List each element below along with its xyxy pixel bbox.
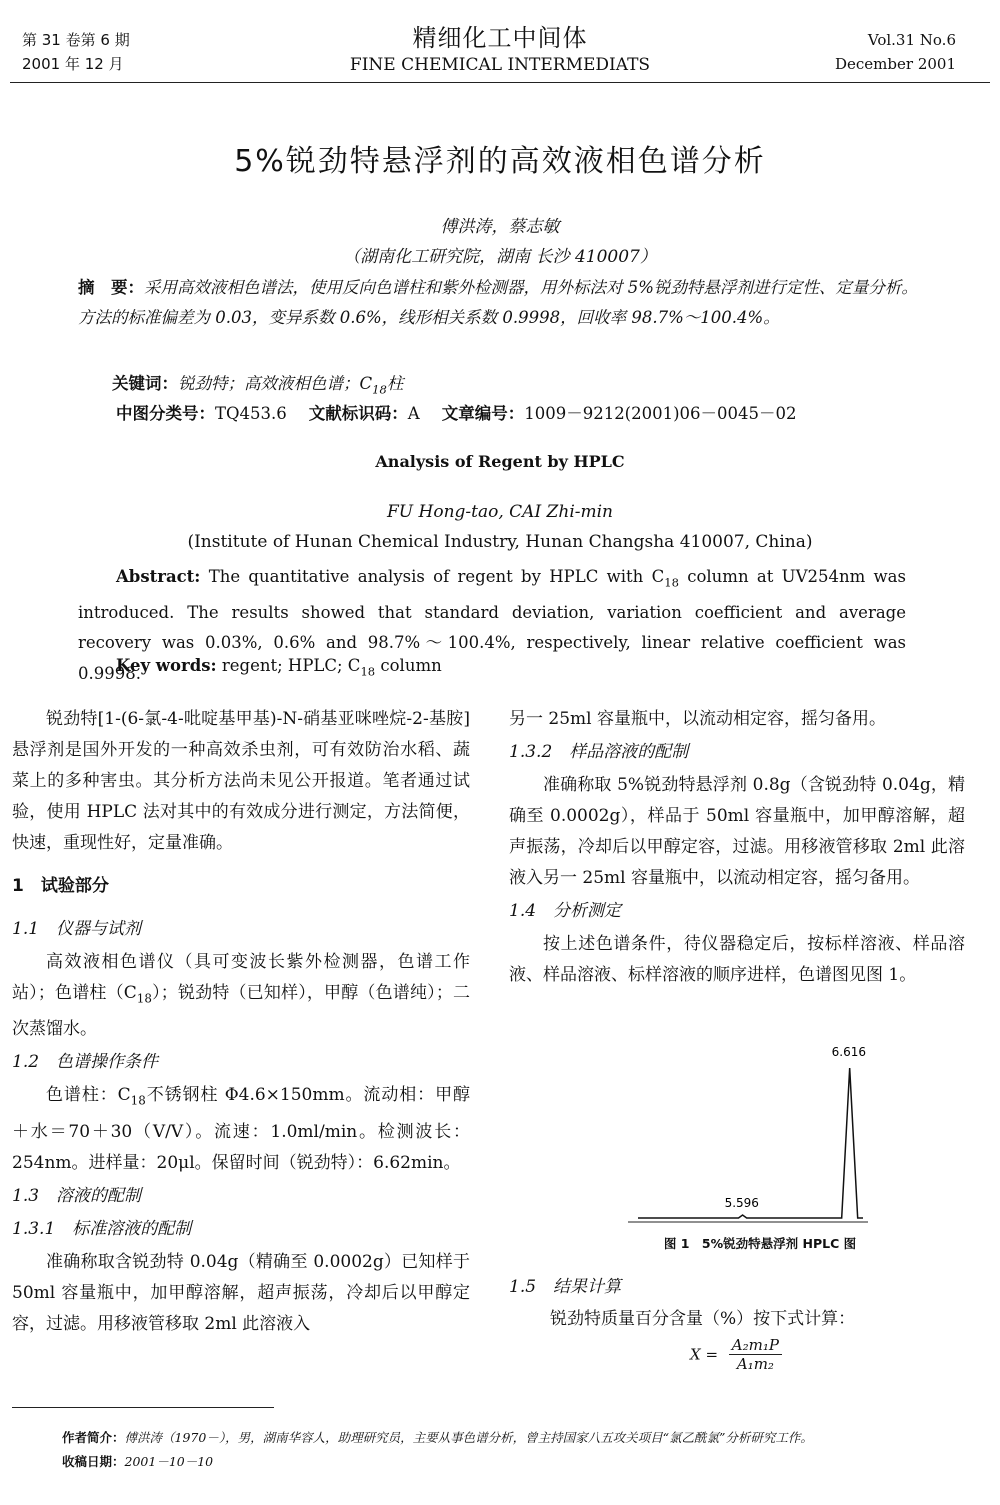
formula-numerator: A₂m₁P [729, 1336, 782, 1355]
paragraph-text-end: ）；锐劲特（已知样），甲醇（色谱纯）；二次蒸馏水。 [12, 983, 470, 1040]
left-column [12, 704, 470, 1340]
authors-cn: 傅洪涛，蔡志敏 [440, 217, 560, 237]
author-bio-label: 作者简介： [62, 1430, 125, 1445]
doc-code-label: 文献标识码： [308, 404, 408, 423]
paragraph: 锐劲特质量百分含量（%）按下式计算： [550, 1309, 856, 1329]
peak-label: 6.616 [831, 1045, 867, 1059]
received-date [62, 1450, 962, 1474]
formula-lhs: X = [690, 1345, 719, 1364]
article-no-value: 1009－9212(2001)06－0045－02 [524, 404, 797, 423]
intro-paragraph: 锐劲特[1-(6-氯-4-吡啶基甲基)-N-硝基亚咪唑烷-2-基胺]悬浮剂是国外开发的一种高效杀虫剂，可有效防治水稻、蔬菜上的多种害虫。其分析方法尚未见公开报道。笔者通过试验，使用 HPLC 法对其中的有效成分进行测定，方法简便，快速，重现性好，定量准确。 [12, 709, 470, 853]
issue-volume: 第 31 卷第 6 期 [22, 31, 130, 49]
subscript: 18 [360, 664, 376, 679]
journal-title-en: FINE CHEMICAL INTERMEDIATS [349, 55, 651, 75]
paragraph-text-end: 不锈钢柱 Φ4.6×150mm。流动相：甲醇＋水＝70＋30（V/V）。流速：1.0ml/min。检测波长：254nm。进样量：20μl。保留时间（锐劲特）：6.62min。 [12, 1085, 470, 1173]
paragraph: 准确称取 5%锐劲特悬浮剂 0.8g（含锐劲特 0.04g，精确至 0.0002g），样品于 50ml 容量瓶中，加甲醇溶解，超声振荡，冷却后以甲醇定容，过滤。用移液管移取 2ml 此溶液入另一 25ml 容量瓶中，以流动相定容，摇匀备用。 [509, 775, 965, 888]
classification-line [116, 400, 797, 424]
abstract-cn-label: 摘 要： [78, 278, 144, 297]
subsection-heading: 1.1 仪器与试剂 [12, 919, 142, 939]
footnote [62, 1426, 962, 1474]
paragraph-text: 色谱柱：C [46, 1085, 131, 1106]
keywords-cn-text-end: 柱 [386, 374, 404, 393]
journal-title-cn: 精细化工中间体 [412, 24, 588, 52]
peak-label: 5.596 [724, 1196, 759, 1210]
paragraph: 准确称取含锐劲特 0.04g（精确至 0.0002g）已知样于 50ml 容量瓶中，加甲醇溶解，超声振荡，冷却后以甲醇定容，过滤。用移液管移取 2ml 此溶液入 [12, 1251, 470, 1334]
issue-date-en: December 2001 [835, 55, 956, 73]
issue-date: 2001 年 12 月 [22, 55, 124, 73]
paragraph: 按上述色谱条件，待仪器稳定后，按标样溶液、样品溶液、样品溶液、标样溶液的顺序进样，色谱图见图 1。 [509, 934, 965, 985]
issue-info-en [835, 28, 956, 76]
keywords-cn-text: 锐劲特；高效液相色谱；C [178, 374, 373, 393]
doc-code-value: A [407, 404, 420, 423]
author-bio-text: 傅洪涛（1970－），男，湖南华容人，助理研究员，主要从事色谱分析，曾主持国家八五攻关项目“氯乙酰氯”分析研究工作。 [124, 1430, 813, 1445]
right-column [509, 704, 965, 991]
abstract-cn-text: 采用高效液相色谱法，使用反向色谱柱和紫外检测器，用外标法对 5%锐劲特悬浮剂进行定性、定量分析。方法的标准偏差为 0.03，变异系数 0.6%，线形相关系数 0.9998，回收率 98.7%～100.4%。 [78, 278, 918, 327]
keywords-en-text-end: column [375, 656, 442, 675]
formula-fraction [729, 1336, 782, 1373]
keywords-en-label: Key words: [116, 656, 217, 675]
author-bio [62, 1426, 962, 1450]
subsection-heading: 1.4 分析测定 [509, 901, 622, 921]
received-date-value: 2001－10－10 [124, 1454, 214, 1469]
section-heading: 1 试验部分 [12, 876, 109, 896]
subsection-heading: 1.3.1 标准溶液的配制 [12, 1218, 192, 1239]
subscript: 18 [136, 991, 152, 1006]
paper-title-en: Analysis of Regent by HPLC [375, 452, 625, 471]
received-date-label: 收稿日期： [62, 1454, 125, 1469]
subscript: 18 [372, 382, 387, 397]
subsection-heading: 1.2 色谱操作条件 [12, 1052, 159, 1073]
abstract-en-label: Abstract: [116, 567, 201, 586]
keywords-cn [112, 370, 403, 396]
paragraph: 另一 25ml 容量瓶中，以流动相定容，摇匀备用。 [509, 709, 886, 729]
subsection-heading: 1.5 结果计算 [509, 1277, 622, 1297]
hplc-chromatogram [628, 1040, 868, 1240]
subscript: 18 [664, 575, 679, 590]
abstract-en-text: The quantitative analysis of regent by HPLC with C [200, 567, 665, 586]
paragraph [12, 947, 470, 1045]
subscript: 18 [130, 1093, 146, 1108]
article-no-label: 文章编号： [441, 404, 525, 423]
keywords-en-text: regent; HPLC; C [216, 656, 361, 675]
affiliation-en: (Institute of Hunan Chemical Industry, Hunan Changsha 410007, China) [187, 532, 813, 552]
keywords-cn-label: 关键词： [112, 374, 178, 393]
authors-en: FU Hong-tao, CAI Zhi-min [386, 502, 614, 522]
subsection-heading: 1.3 溶液的配制 [12, 1185, 142, 1206]
abstract-en-text-end: column at UV254nm was introduced. The results showed that standard deviation, variation coefficient and average recovery was 0.03%, 0.6% and 98.7%～100.4%, respectively, linear relative coefficient was 0.9998. [78, 567, 906, 683]
figure-caption: 图 1 5%锐劲特悬浮剂 HPLC 图 [663, 1236, 857, 1251]
keywords-en [116, 656, 442, 678]
paper-title-cn: 5%锐劲特悬浮剂的高效液相色谱分析 [234, 144, 766, 179]
formula-denominator: A₁m₂ [736, 1355, 774, 1373]
paragraph [12, 1080, 470, 1178]
header-rule [10, 82, 990, 83]
abstract-cn [78, 273, 928, 333]
issue-volume-en: Vol.31 No.6 [867, 31, 956, 49]
clc-label: 中图分类号： [116, 404, 215, 423]
footnote-rule [12, 1407, 274, 1408]
affiliation-cn: （湖南化工研究院，湖南 长沙 410007） [343, 247, 657, 267]
clc-value: TQ453.6 [215, 404, 287, 423]
formula [690, 1336, 782, 1373]
paragraph-text: 高效液相色谱仪（具可变波长紫外检测器，色谱工作站）；色谱柱（C [12, 952, 470, 1003]
subsection-heading: 1.3.2 样品溶液的配制 [509, 742, 689, 762]
